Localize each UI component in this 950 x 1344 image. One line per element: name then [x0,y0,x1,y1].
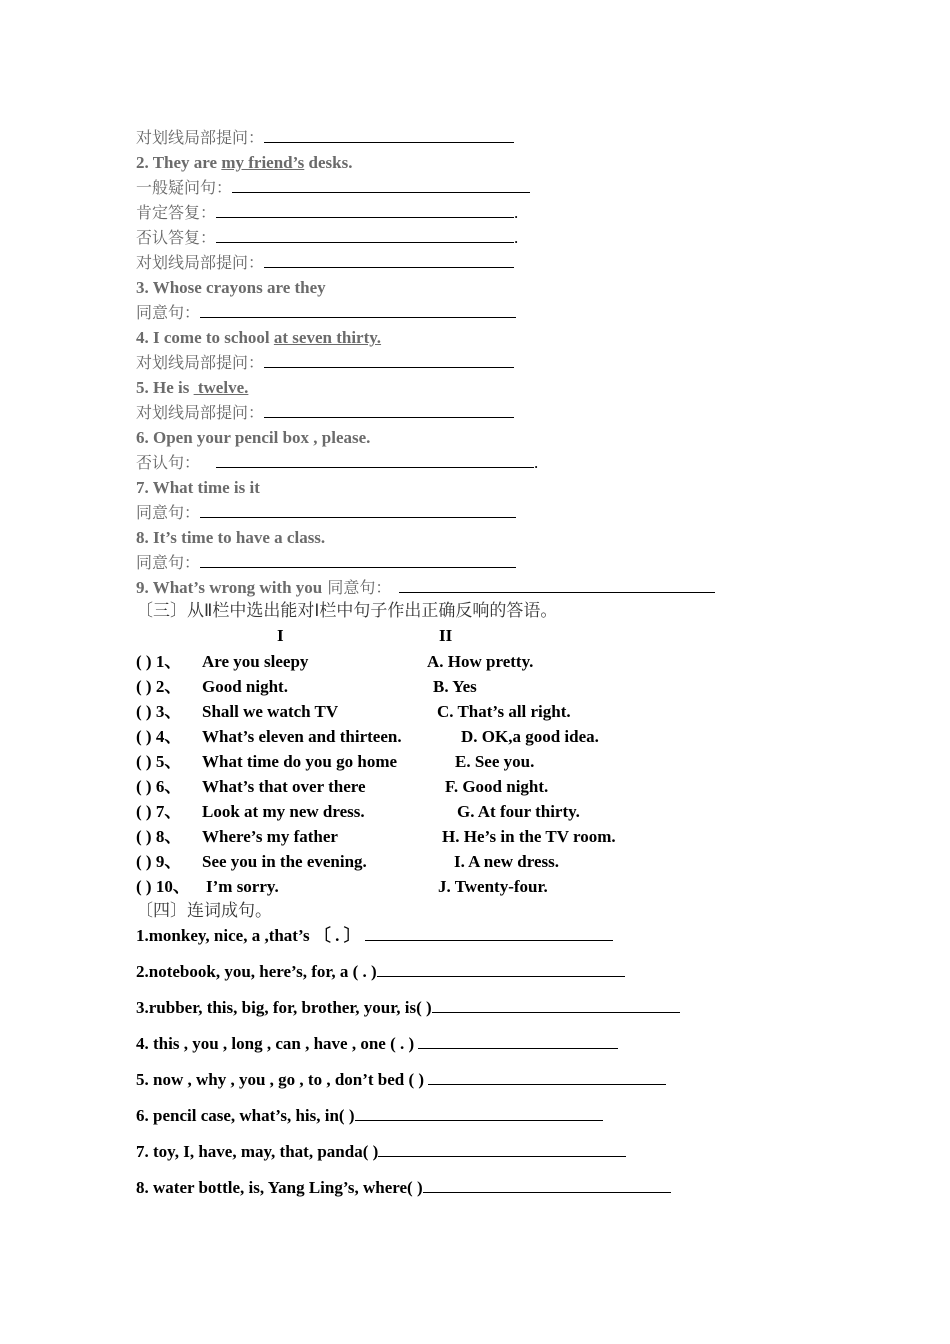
question-7: 7. What time is it [136,478,260,497]
question-2: 2. They are my friend’s desks. [136,153,353,172]
rewrite-line-4: 肯定答复： . [136,203,519,222]
match-question: See you in the evening. [202,852,367,871]
question-8: 8. It’s time to have a class. [136,528,326,547]
reorder-item-2: 2.notebook, you, here’s, for, a ( . ) [136,962,625,982]
reorder-item-1: 1.monkey, nice, a ,that’s 〔 . 〕 [136,926,613,946]
match-question: Where’s my father [202,827,338,846]
match-answer: B. Yes [433,677,477,696]
answer-blank[interactable] [355,1106,603,1121]
answer-blank[interactable] [432,998,680,1013]
match-question: Shall we watch TV [202,702,339,721]
rewrite-line-5: 否认答复： . [136,228,519,247]
match-answer: E. See you. [455,752,535,771]
rewrite-line-1: 对划线局部提问： [136,128,514,148]
rewrite-line-3: 一般疑问句： [136,178,530,198]
answer-blank[interactable] [216,453,534,468]
reorder-item-7: 7. toy, I, have, may, that, panda( ) [136,1142,626,1162]
answer-blank[interactable] [232,178,530,193]
match-question: Are you sleepy [202,652,309,671]
answer-blank[interactable] [200,503,516,518]
rewrite-line-14: 否认句： . [136,453,539,472]
match-question: What’s that over there [202,777,366,796]
match-number[interactable]: ( ) 6、 [136,777,182,796]
rewrite-line-8: 同意句： [136,303,516,323]
question-4: 4. I come to school at seven thirty. [136,328,382,347]
answer-blank[interactable] [264,353,514,368]
answer-blank[interactable] [418,1034,618,1049]
answer-blank[interactable] [200,553,516,568]
match-question: What’s eleven and thirteen. [202,727,402,746]
column-I-header: I [277,626,284,645]
rewrite-line-12: 对划线局部提问： [136,403,514,423]
match-number[interactable]: ( ) 2、 [136,677,182,696]
column-II-header: II [439,626,453,645]
rewrite-line-6: 对划线局部提问： [136,253,514,273]
match-number[interactable]: ( ) 4、 [136,727,182,746]
match-number[interactable]: ( ) 5、 [136,752,182,771]
answer-blank[interactable] [378,1142,626,1157]
answer-blank[interactable] [365,926,613,941]
section-4-heading: 〔四〕连词成句。 [136,901,272,921]
match-answer: F. Good night. [445,777,549,796]
match-answer: H. He’s in the TV room. [442,827,616,846]
match-answer: D. OK,a good idea. [461,727,599,746]
match-question: Good night. [202,677,288,696]
match-answer: A. How pretty. [427,652,534,671]
match-answer: J. Twenty-four. [438,877,548,896]
answer-blank[interactable] [423,1178,671,1193]
question-3: 3. Whose crayons are they [136,278,326,297]
match-number[interactable]: ( ) 1、 [136,652,182,671]
reorder-item-6: 6. pencil case, what’s, his, in( ) [136,1106,603,1126]
question-5: 5. He is twelve. [136,378,249,397]
match-question: I’m sorry. [206,877,279,896]
match-question: Look at my new dress. [202,802,365,821]
reorder-item-5: 5. now , why , you , go , to , don’t bed ( ) [136,1070,666,1090]
reorder-item-8: 8. water bottle, is, Yang Ling’s, where( ) [136,1178,671,1198]
question-6: 6. Open your pencil box , please. [136,428,371,447]
match-answer: C. That’s all right. [437,702,571,721]
reorder-item-3: 3.rubber, this, big, for, brother, your, is( ) [136,998,680,1018]
match-number[interactable]: ( ) 10、 [136,877,190,896]
reorder-item-4: 4. this , you , long , can , have , one ( . ) [136,1034,618,1054]
match-answer: G. At four thirty. [457,802,580,821]
answer-blank[interactable] [264,403,514,418]
question-9: 9. What’s wrong with you 同意句： [136,578,715,598]
answer-blank[interactable] [428,1070,666,1085]
match-number[interactable]: ( ) 3、 [136,702,182,721]
answer-blank[interactable] [399,578,715,593]
match-answer: I. A new dress. [454,852,560,871]
answer-blank[interactable] [264,253,514,268]
rewrite-line-16: 同意句： [136,503,516,523]
match-number[interactable]: ( ) 8、 [136,827,182,846]
match-number[interactable]: ( ) 9、 [136,852,182,871]
answer-blank[interactable] [216,228,514,243]
section-3-heading: 〔三〕从Ⅱ栏中选出能对Ⅰ栏中句子作出正确反响的答语。 [136,601,558,621]
answer-blank[interactable] [377,962,625,977]
match-question: What time do you go home [202,752,398,771]
rewrite-line-10: 对划线局部提问： [136,353,514,373]
answer-blank[interactable] [200,303,516,318]
rewrite-line-18: 同意句： [136,553,516,573]
answer-blank[interactable] [264,128,514,143]
match-number[interactable]: ( ) 7、 [136,802,182,821]
answer-blank[interactable] [216,203,514,218]
